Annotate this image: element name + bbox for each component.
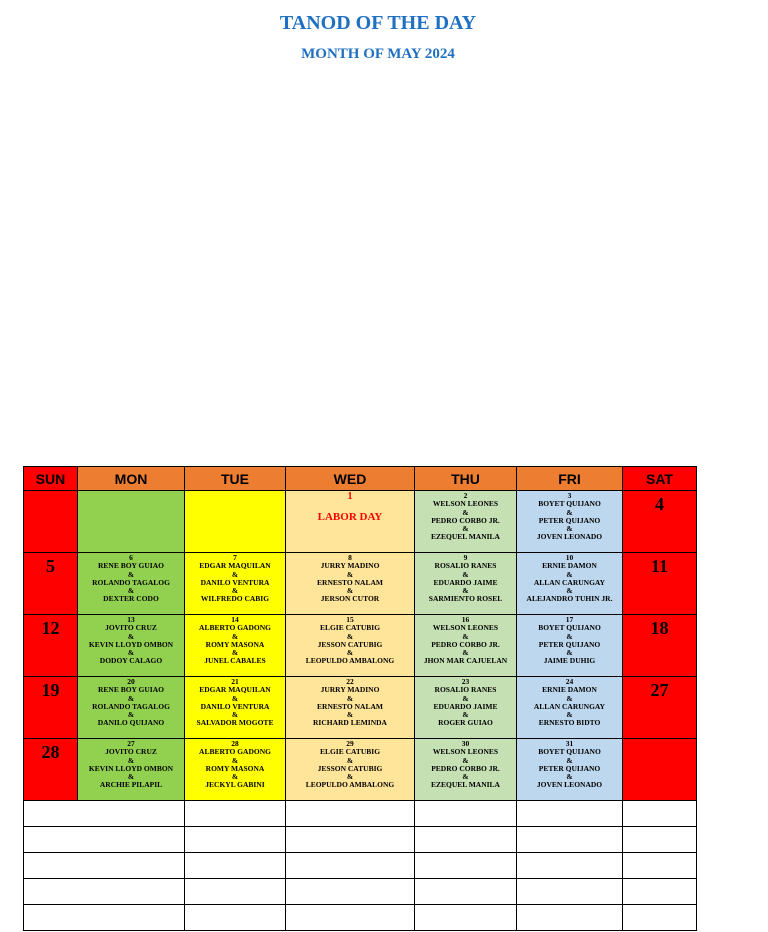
ampersand: & [231, 586, 239, 596]
ampersand: & [566, 710, 573, 720]
blank-row [24, 827, 697, 853]
saturday-cell [623, 615, 697, 677]
calendar-week-row [24, 739, 697, 801]
duty-roster [78, 677, 184, 728]
tanod-name: DEXTER CODO [103, 594, 159, 604]
ampersand: & [462, 524, 469, 534]
thu-cell [415, 739, 517, 801]
tanod-name: ROMY MASONA [205, 639, 265, 649]
duty-roster [517, 677, 622, 728]
blank-cell [24, 827, 185, 853]
tanod-name: ERNESTO NALAM [317, 701, 383, 711]
blank-cell [185, 801, 286, 827]
tanod-name: RENE BOY GUIAO [98, 561, 164, 571]
tanod-name: ROSALIO RANES [434, 685, 497, 695]
tanod-name: JESSON CATUBIG [317, 639, 383, 649]
ampersand: & [566, 755, 573, 765]
ampersand: & [127, 586, 135, 596]
duty-roster [185, 491, 285, 492]
ampersand: & [127, 755, 135, 765]
fri-cell [517, 739, 623, 801]
calendar-table [23, 466, 697, 931]
blank-cell [623, 801, 697, 827]
ampersand: & [566, 693, 573, 703]
saturday-cell [623, 553, 697, 615]
tanod-name: ALLAN CARUNGAY [533, 701, 606, 711]
ampersand: & [231, 569, 239, 579]
tanod-name: PEDRO CORBO JR. [431, 515, 500, 525]
tanod-name: PETER QUIJANO [538, 515, 601, 525]
wed-cell [286, 553, 415, 615]
tanod-name: KEVIN LLOYD OMBON [88, 639, 174, 649]
ampersand: & [462, 755, 469, 765]
tanod-name: EZEQUEL MANILA [431, 532, 500, 542]
tanod-name: ROLANDO TAGALOG [92, 577, 170, 587]
tanod-name: JOVEN LEONADO [536, 532, 603, 542]
sunday-cell [24, 615, 78, 677]
duty-roster [78, 615, 184, 666]
date-number: 17 [565, 615, 574, 624]
day-header-sun: SUN [24, 467, 78, 491]
date-number: 3 [567, 491, 572, 500]
tanod-name: ELGIE CATUBIG [319, 747, 381, 757]
duty-roster [517, 615, 622, 666]
calendar-week-row [24, 491, 697, 553]
tanod-name: WELSON LEONES [432, 747, 499, 757]
tanod-name: ROLANDO TAGALOG [92, 701, 170, 711]
day-header-tue: TUE [185, 467, 286, 491]
ampersand: & [127, 710, 135, 720]
duty-roster [78, 739, 184, 790]
duty-roster [415, 739, 516, 790]
duty-roster [415, 491, 516, 542]
tanod-name: WILFREDO CABIG [200, 594, 270, 604]
fri-cell [517, 677, 623, 739]
tanod-name: KEVIN LLOYD OMBON [88, 763, 174, 773]
tanod-name: DANILO VENTURA [200, 701, 270, 711]
tanod-name: JOVITO CRUZ [105, 623, 157, 633]
tanod-name: DANILO QUIJANO [97, 718, 165, 728]
date-number: 7 [233, 553, 237, 562]
duty-roster [185, 677, 285, 728]
ampersand: & [231, 693, 239, 703]
tanod-name: LEOPULDO AMBALONG [305, 656, 395, 666]
blank-cell [623, 853, 697, 879]
ampersand: & [566, 524, 573, 534]
duty-roster [517, 491, 622, 542]
duty-roster [185, 615, 285, 666]
duty-roster [415, 553, 516, 604]
tanod-name: ERNESTO NALAM [317, 577, 383, 587]
date-number: 5 [46, 556, 55, 576]
ampersand: & [127, 631, 135, 641]
date-number: 6 [129, 553, 133, 562]
tanod-name: DANILO VENTURA [200, 577, 270, 587]
blank-cell [623, 905, 697, 931]
calendar-blank-rows [24, 801, 697, 931]
duty-roster [517, 553, 622, 604]
ampersand: & [346, 631, 354, 641]
calendar-header-row [24, 467, 697, 491]
tanod-name: ELGIE CATUBIG [319, 623, 381, 633]
calendar-week-row [24, 615, 697, 677]
date-number: 29 [346, 739, 354, 748]
duty-roster [286, 491, 414, 522]
blank-cell [185, 905, 286, 931]
ampersand: & [127, 772, 135, 782]
ampersand: & [566, 772, 573, 782]
fri-cell [517, 615, 623, 677]
tanod-name: ALLAN CARUNGAY [533, 577, 606, 587]
mon-cell [78, 739, 185, 801]
tanod-name: BOYET QUIJANO [538, 623, 601, 633]
tanod-name: JUNEL CABALES [204, 656, 266, 666]
tanod-name: WELSON LEONES [432, 623, 499, 633]
thu-cell [415, 615, 517, 677]
date-number: 16 [461, 615, 470, 624]
duty-roster [415, 615, 516, 666]
ampersand: & [127, 648, 135, 658]
sunday-cell [24, 677, 78, 739]
date-number: 2 [463, 491, 468, 500]
date-number: 23 [461, 677, 470, 686]
date-number: 10 [565, 553, 574, 562]
ampersand: & [462, 693, 469, 703]
blank-row [24, 905, 697, 931]
ampersand: & [231, 772, 239, 782]
date-number: 9 [463, 553, 468, 562]
duty-roster [286, 677, 414, 728]
day-header-fri: FRI [517, 467, 623, 491]
blank-cell [415, 879, 517, 905]
tanod-name: LEOPULDO AMBALONG [305, 780, 395, 790]
ampersand: & [127, 569, 135, 579]
blank-cell [415, 801, 517, 827]
day-header-sat: SAT [623, 467, 697, 491]
blank-cell [623, 879, 697, 905]
tanod-name: JERSON CUTOR [320, 594, 380, 604]
duty-roster [286, 553, 414, 604]
blank-cell [286, 827, 415, 853]
tanod-name: JOVEN LEONADO [536, 780, 603, 790]
tanod-name: ERNESTO BIDTO [538, 718, 601, 728]
fri-cell [517, 553, 623, 615]
blank-cell [517, 879, 623, 905]
ampersand: & [462, 648, 469, 658]
blank-cell [185, 827, 286, 853]
blank-row [24, 801, 697, 827]
blank-cell [623, 827, 697, 853]
tanod-name: JESSON CATUBIG [317, 763, 383, 773]
tanod-name: BOYET QUIJANO [538, 747, 601, 757]
ampersand: & [462, 772, 469, 782]
date-number: 18 [650, 618, 669, 638]
tanod-name: JOVITO CRUZ [105, 747, 157, 757]
calendar-body [24, 491, 697, 801]
ampersand: & [462, 507, 469, 517]
blank-cell [517, 827, 623, 853]
blank-row [24, 853, 697, 879]
saturday-cell [623, 677, 697, 739]
ampersand: & [462, 710, 469, 720]
duty-roster [517, 739, 622, 790]
wed-cell [286, 739, 415, 801]
tue-cell [185, 677, 286, 739]
day-header-mon: MON [78, 467, 185, 491]
tanod-name: ROGER GUIAO [438, 718, 493, 728]
tue-cell [185, 739, 286, 801]
blank-cell [517, 801, 623, 827]
tanod-name: ALBERTO GADONG [199, 747, 271, 757]
ampersand: & [566, 631, 573, 641]
tanod-name: ROMY MASONA [205, 763, 265, 773]
date-number: 30 [461, 739, 470, 748]
date-number: 11 [650, 556, 668, 576]
ampersand: & [566, 569, 573, 579]
date-number: 13 [127, 615, 135, 624]
mon-cell [78, 615, 185, 677]
date-number: 12 [41, 618, 60, 638]
ampersand: & [346, 772, 354, 782]
blank-cell [517, 853, 623, 879]
tanod-name: SARMIENTO ROSEL [428, 594, 503, 604]
blank-cell [24, 905, 185, 931]
date-number: 27 [650, 680, 669, 700]
duty-roster [78, 491, 184, 492]
tanod-name: JURRY MADINO [320, 561, 380, 571]
tanod-name: ERNIE DAMON [542, 685, 597, 695]
date-number: 28 [41, 742, 60, 762]
blank-cell [24, 801, 185, 827]
thu-cell [415, 553, 517, 615]
tanod-name: ALBERTO GADONG [199, 623, 271, 633]
tanod-name: EDUARDO JAIME [433, 701, 498, 711]
date-number: 19 [41, 680, 60, 700]
mon-cell [78, 491, 185, 553]
blank-cell [286, 879, 415, 905]
ampersand: & [231, 631, 239, 641]
date-number: 22 [346, 677, 354, 686]
blank-cell [415, 827, 517, 853]
blank-cell [286, 801, 415, 827]
ampersand: & [346, 569, 354, 579]
tanod-name: PEDRO CORBO JR. [431, 639, 500, 649]
ampersand: & [346, 755, 354, 765]
ampersand: & [566, 507, 573, 517]
duty-roster [286, 615, 414, 666]
blank-cell [24, 853, 185, 879]
blank-cell [185, 879, 286, 905]
tanod-name: JHON MAR CAJUELAN [423, 656, 508, 666]
blank-cell [286, 853, 415, 879]
tanod-name: BOYET QUIJANO [538, 499, 601, 509]
ampersand: & [566, 586, 573, 596]
ampersand: & [346, 648, 354, 658]
blank-cell [185, 853, 286, 879]
ampersand: & [231, 755, 239, 765]
tanod-name: PEDRO CORBO JR. [431, 763, 500, 773]
holiday-label: LABOR DAY [317, 511, 383, 524]
date-number: 8 [348, 553, 352, 562]
calendar-week-row [24, 677, 697, 739]
duty-roster [185, 739, 285, 790]
tanod-name: JURRY MADINO [320, 685, 380, 695]
sunday-cell [24, 553, 78, 615]
day-header-wed: WED [286, 467, 415, 491]
tanod-name: PETER QUIJANO [538, 763, 601, 773]
blank-cell [286, 905, 415, 931]
date-number: 14 [231, 615, 239, 624]
tanod-name: EZEQUEL MANILA [431, 780, 500, 790]
date-number: 15 [346, 615, 354, 624]
ampersand: & [462, 631, 469, 641]
duty-roster [415, 677, 516, 728]
ampersand: & [566, 648, 573, 658]
duty-roster [286, 739, 414, 790]
saturday-cell [623, 739, 697, 801]
ampersand: & [231, 710, 239, 720]
blank-cell [517, 905, 623, 931]
sunday-cell [24, 491, 78, 553]
tanod-name: EDUARDO JAIME [433, 577, 498, 587]
tanod-name: EDGAR MAQUILAN [199, 561, 271, 571]
tanod-name: ARCHIE PILAPIL [99, 780, 163, 790]
calendar-week-row [24, 553, 697, 615]
tue-cell [185, 553, 286, 615]
duty-roster [78, 553, 184, 604]
tanod-name: JAIME DUHIG [543, 656, 596, 666]
ampersand: & [462, 586, 469, 596]
saturday-cell [623, 491, 697, 553]
tanod-name: RICHARD LEMINDA [313, 718, 387, 728]
blank-cell [24, 879, 185, 905]
fri-cell [517, 491, 623, 553]
tanod-name: WELSON LEONES [432, 499, 499, 509]
wed-cell [286, 677, 415, 739]
date-number: 4 [655, 494, 664, 514]
tanod-name: EDGAR MAQUILAN [199, 685, 271, 695]
blank-cell [415, 905, 517, 931]
tanod-name: ALEJANDRO TUHIN JR. [526, 594, 613, 604]
date-number: 27 [127, 739, 135, 748]
ampersand: & [462, 569, 469, 579]
wed-cell [286, 615, 415, 677]
wed-cell [286, 491, 415, 553]
sunday-cell [24, 739, 78, 801]
ampersand: & [346, 693, 354, 703]
tanod-name: SALVADOR MOGOTE [196, 718, 274, 728]
thu-cell [415, 491, 517, 553]
tue-cell [185, 491, 286, 553]
date-number: 21 [231, 677, 239, 686]
blank-row [24, 879, 697, 905]
date-number: 1 [347, 491, 353, 502]
tanod-name: RENE BOY GUIAO [98, 685, 164, 695]
tanod-name: ROSALIO RANES [434, 561, 497, 571]
date-number: 31 [565, 739, 574, 748]
mon-cell [78, 677, 185, 739]
ampersand: & [127, 693, 135, 703]
thu-cell [415, 677, 517, 739]
blank-cell [415, 853, 517, 879]
ampersand: & [231, 648, 239, 658]
duty-roster [185, 553, 285, 604]
date-number: 24 [565, 677, 574, 686]
date-number: 28 [231, 739, 239, 748]
date-number: 20 [127, 677, 135, 686]
page-title: TANOD OF THE DAY [279, 12, 477, 34]
tanod-name: DODOY CALAGO [99, 656, 163, 666]
ampersand: & [346, 710, 354, 720]
tanod-name: PETER QUIJANO [538, 639, 601, 649]
tanod-name: ERNIE DAMON [542, 561, 597, 571]
tanod-name: JECKYL GABINI [205, 780, 265, 790]
day-header-thu: THU [415, 467, 517, 491]
page-subtitle: MONTH OF MAY 2024 [301, 46, 455, 62]
mon-cell [78, 553, 185, 615]
ampersand: & [346, 586, 354, 596]
tue-cell [185, 615, 286, 677]
